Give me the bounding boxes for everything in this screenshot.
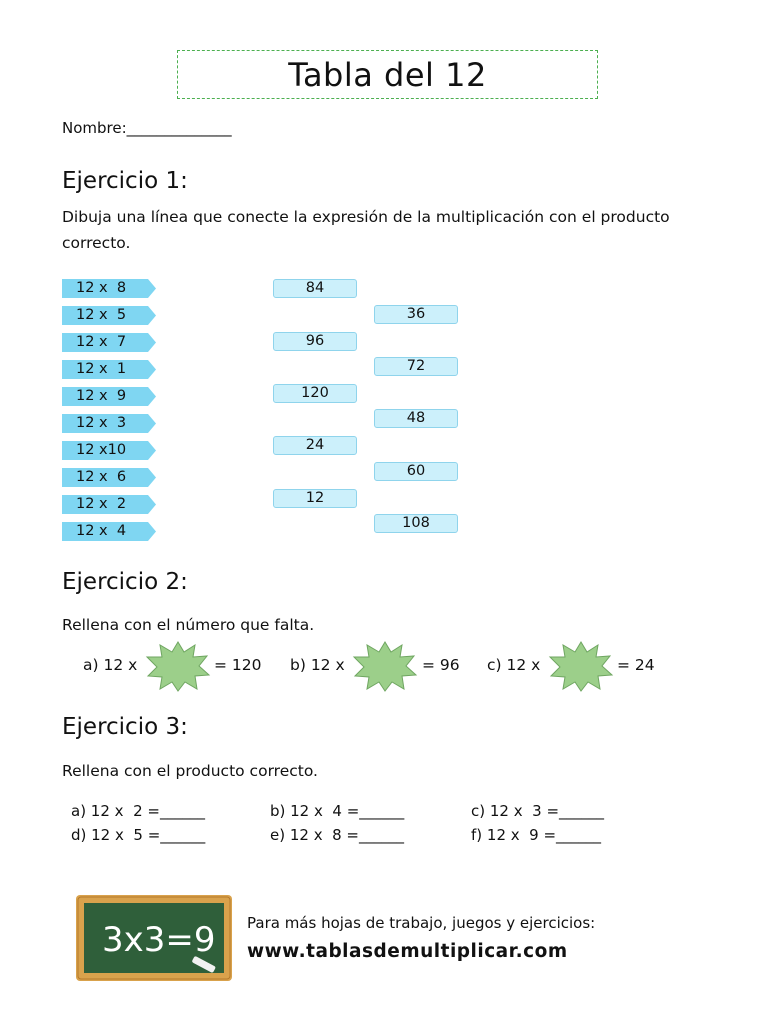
expression-tag — [62, 387, 156, 406]
product-box: 48 — [374, 409, 458, 428]
product-question: e) 12 x 8 =______ — [270, 826, 404, 844]
expression-label: 12 x 9 — [76, 388, 127, 404]
expression-label: 12 x 2 — [76, 496, 127, 512]
expression-label: 12 x 1 — [76, 361, 127, 377]
name-field-label: Nombre:______________ — [62, 119, 232, 137]
chalkboard-icon — [74, 893, 234, 985]
expression-tag — [62, 441, 156, 460]
product-box: 36 — [374, 305, 458, 324]
expression-label: 12 x10 — [76, 442, 127, 458]
expression-tag — [62, 468, 156, 487]
product-box: 60 — [374, 462, 458, 481]
expression-label: 12 x 3 — [76, 415, 127, 431]
missing-factor-prefix: a) 12 x — [83, 656, 138, 674]
expression-label: 12 x 8 — [76, 280, 127, 296]
missing-factor-prefix: b) 12 x — [290, 656, 345, 674]
product-box: 120 — [273, 384, 357, 403]
expression-label: 12 x 7 — [76, 334, 127, 350]
exercise-1-heading: Ejercicio 1: — [62, 168, 188, 194]
expression-tag — [62, 495, 156, 514]
product-box: 108 — [374, 514, 458, 533]
starburst-blank-icon — [548, 640, 614, 692]
product-box: 96 — [273, 332, 357, 351]
exercise-1-instructions: Dibuja una línea que conecte la expresión de la multiplicación con el producto correcto. — [62, 208, 670, 252]
starburst-blank-icon — [352, 640, 418, 692]
expression-label: 12 x 5 — [76, 307, 127, 323]
exercise-2-heading: Ejercicio 2: — [62, 569, 188, 595]
expression-label: 12 x 6 — [76, 469, 127, 485]
expression-tag — [62, 333, 156, 352]
missing-factor-result: = 24 — [617, 656, 655, 674]
product-question: d) 12 x 5 =______ — [71, 826, 206, 844]
exercise-3-instructions: Rellena con el producto correcto. — [62, 762, 318, 780]
product-question: c) 12 x 3 =______ — [471, 802, 605, 820]
footer-text: Para más hojas de trabajo, juegos y ejercicios: — [247, 914, 596, 932]
product-box: 84 — [273, 279, 357, 298]
product-box: 12 — [273, 489, 357, 508]
product-question: a) 12 x 2 =______ — [71, 802, 205, 820]
expression-tag — [62, 414, 156, 433]
expression-label: 12 x 4 — [76, 523, 127, 539]
page-title: Tabla del 12 — [177, 50, 598, 99]
product-box: 24 — [273, 436, 357, 455]
missing-factor-result: = 120 — [214, 656, 262, 674]
exercise-3-heading: Ejercicio 3: — [62, 714, 188, 740]
footer-website-link[interactable]: www.tablasdemultiplicar.com — [247, 941, 568, 962]
expression-tag — [62, 522, 156, 541]
expression-tag — [62, 279, 156, 298]
expression-tag — [62, 360, 156, 379]
starburst-blank-icon — [145, 640, 211, 692]
missing-factor-prefix: c) 12 x — [487, 656, 541, 674]
expression-tag — [62, 306, 156, 325]
missing-factor-result: = 96 — [422, 656, 460, 674]
chalkboard-text: 3x3=9 — [102, 920, 216, 960]
product-question: f) 12 x 9 =______ — [471, 826, 602, 844]
product-question: b) 12 x 4 =______ — [270, 802, 405, 820]
product-box: 72 — [374, 357, 458, 376]
exercise-2-instructions: Rellena con el número que falta. — [62, 616, 315, 634]
